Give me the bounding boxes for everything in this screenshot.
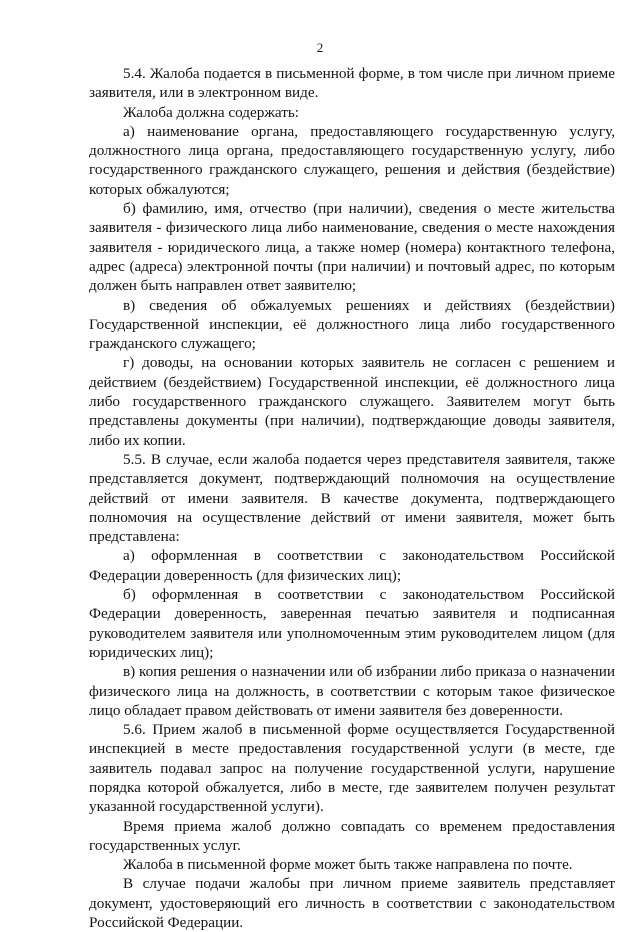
paragraph-complaint-contents-intro: Жалоба должна содержать: [123, 103, 299, 121]
paragraph-5-4: 5.4. Жалоба подается в письменной форме, в том числе при личном приеме заявителя, или в электронном виде. [89, 65, 615, 102]
paragraph-5-5-item-a: а) оформленная в соответствии с законодательством Российской Федерации доверенность (для физических лиц); [89, 547, 615, 584]
paragraph-5-5-item-b: б) оформленная в соответствии с законодательством Российской Федерации доверенность, заверенная печатью заявителя и подписанная руководителем заявителя или уполномоченным этим руководителем лицом (для юридических лиц); [89, 586, 615, 661]
paragraph-item-a: а) наименование органа, предоставляющего государственную услугу, должностного лица органа, предоставляющего государственную услугу, либо государственного гражданского служащего, решения и действия (бездействие) которых обжалуются; [89, 122, 615, 198]
document-body [89, 64, 615, 932]
paragraph-identity-document: В случае подачи жалобы при личном приеме заявитель представляет документ, удостоверяющий его личность в соответствии с законодательством Российской Федерации. [89, 875, 615, 932]
page-number: 2 [316, 40, 324, 55]
paragraph-5-5: 5.5. В случае, если жалоба подается через представителя заявителя, также представляется документ, подтверждающий полномочия на осуществление действий от имени заявителя. В качестве документа, подтверждающего полномочия на осуществление действий от имени заявителя, может быть представлена: [89, 450, 615, 546]
paragraph-5-6: 5.6. Прием жалоб в письменной форме осуществляется Государственной инспекцией в месте предоставления государственной услуги (в месте, где заявитель подавал запрос на получение государственной услуги, нарушение порядка которой обжалуется, либо в месте, где заявителем получен результат указанной государственной услуги). [89, 721, 615, 816]
paragraph-postal-submission: Жалоба в письменной форме может быть также направлена по почте. [123, 856, 573, 874]
paragraph-item-b: б) фамилию, имя, отчество (при наличии), сведения о месте жительства заявителя - физического лица либо наименование, сведения о месте нахождения заявителя - юридического лица, а также номер (номера) контактного телефона, адрес (адреса) электронной почты (при наличии) и почтовый адрес, по которым должен быть направлен ответ заявителю; [89, 200, 615, 295]
paragraph-item-v: в) сведения об обжалуемых решениях и действиях (бездействии) Государственной инспекции, её должностного лица либо государственного гражданского служащего; [89, 296, 615, 353]
paragraph-item-g: г) доводы, на основании которых заявитель не согласен с решением и действием (бездействием) Государственной инспекции, её должностного лица либо государственного гражданского служащего. Заявителем могут быть представлены документы (при наличии), подтверждающие доводы заявителя, либо их копии. [89, 354, 615, 449]
paragraph-reception-time: Время приема жалоб должно совпадать со временем предоставления государственных услуг. [89, 817, 615, 854]
paragraph-5-5-item-v: в) копия решения о назначении или об избрании либо приказа о назначении физического лица на должность, в соответствии с которым такое физическое лицо обладает правом действовать от имени заявителя без доверенности. [89, 663, 615, 719]
